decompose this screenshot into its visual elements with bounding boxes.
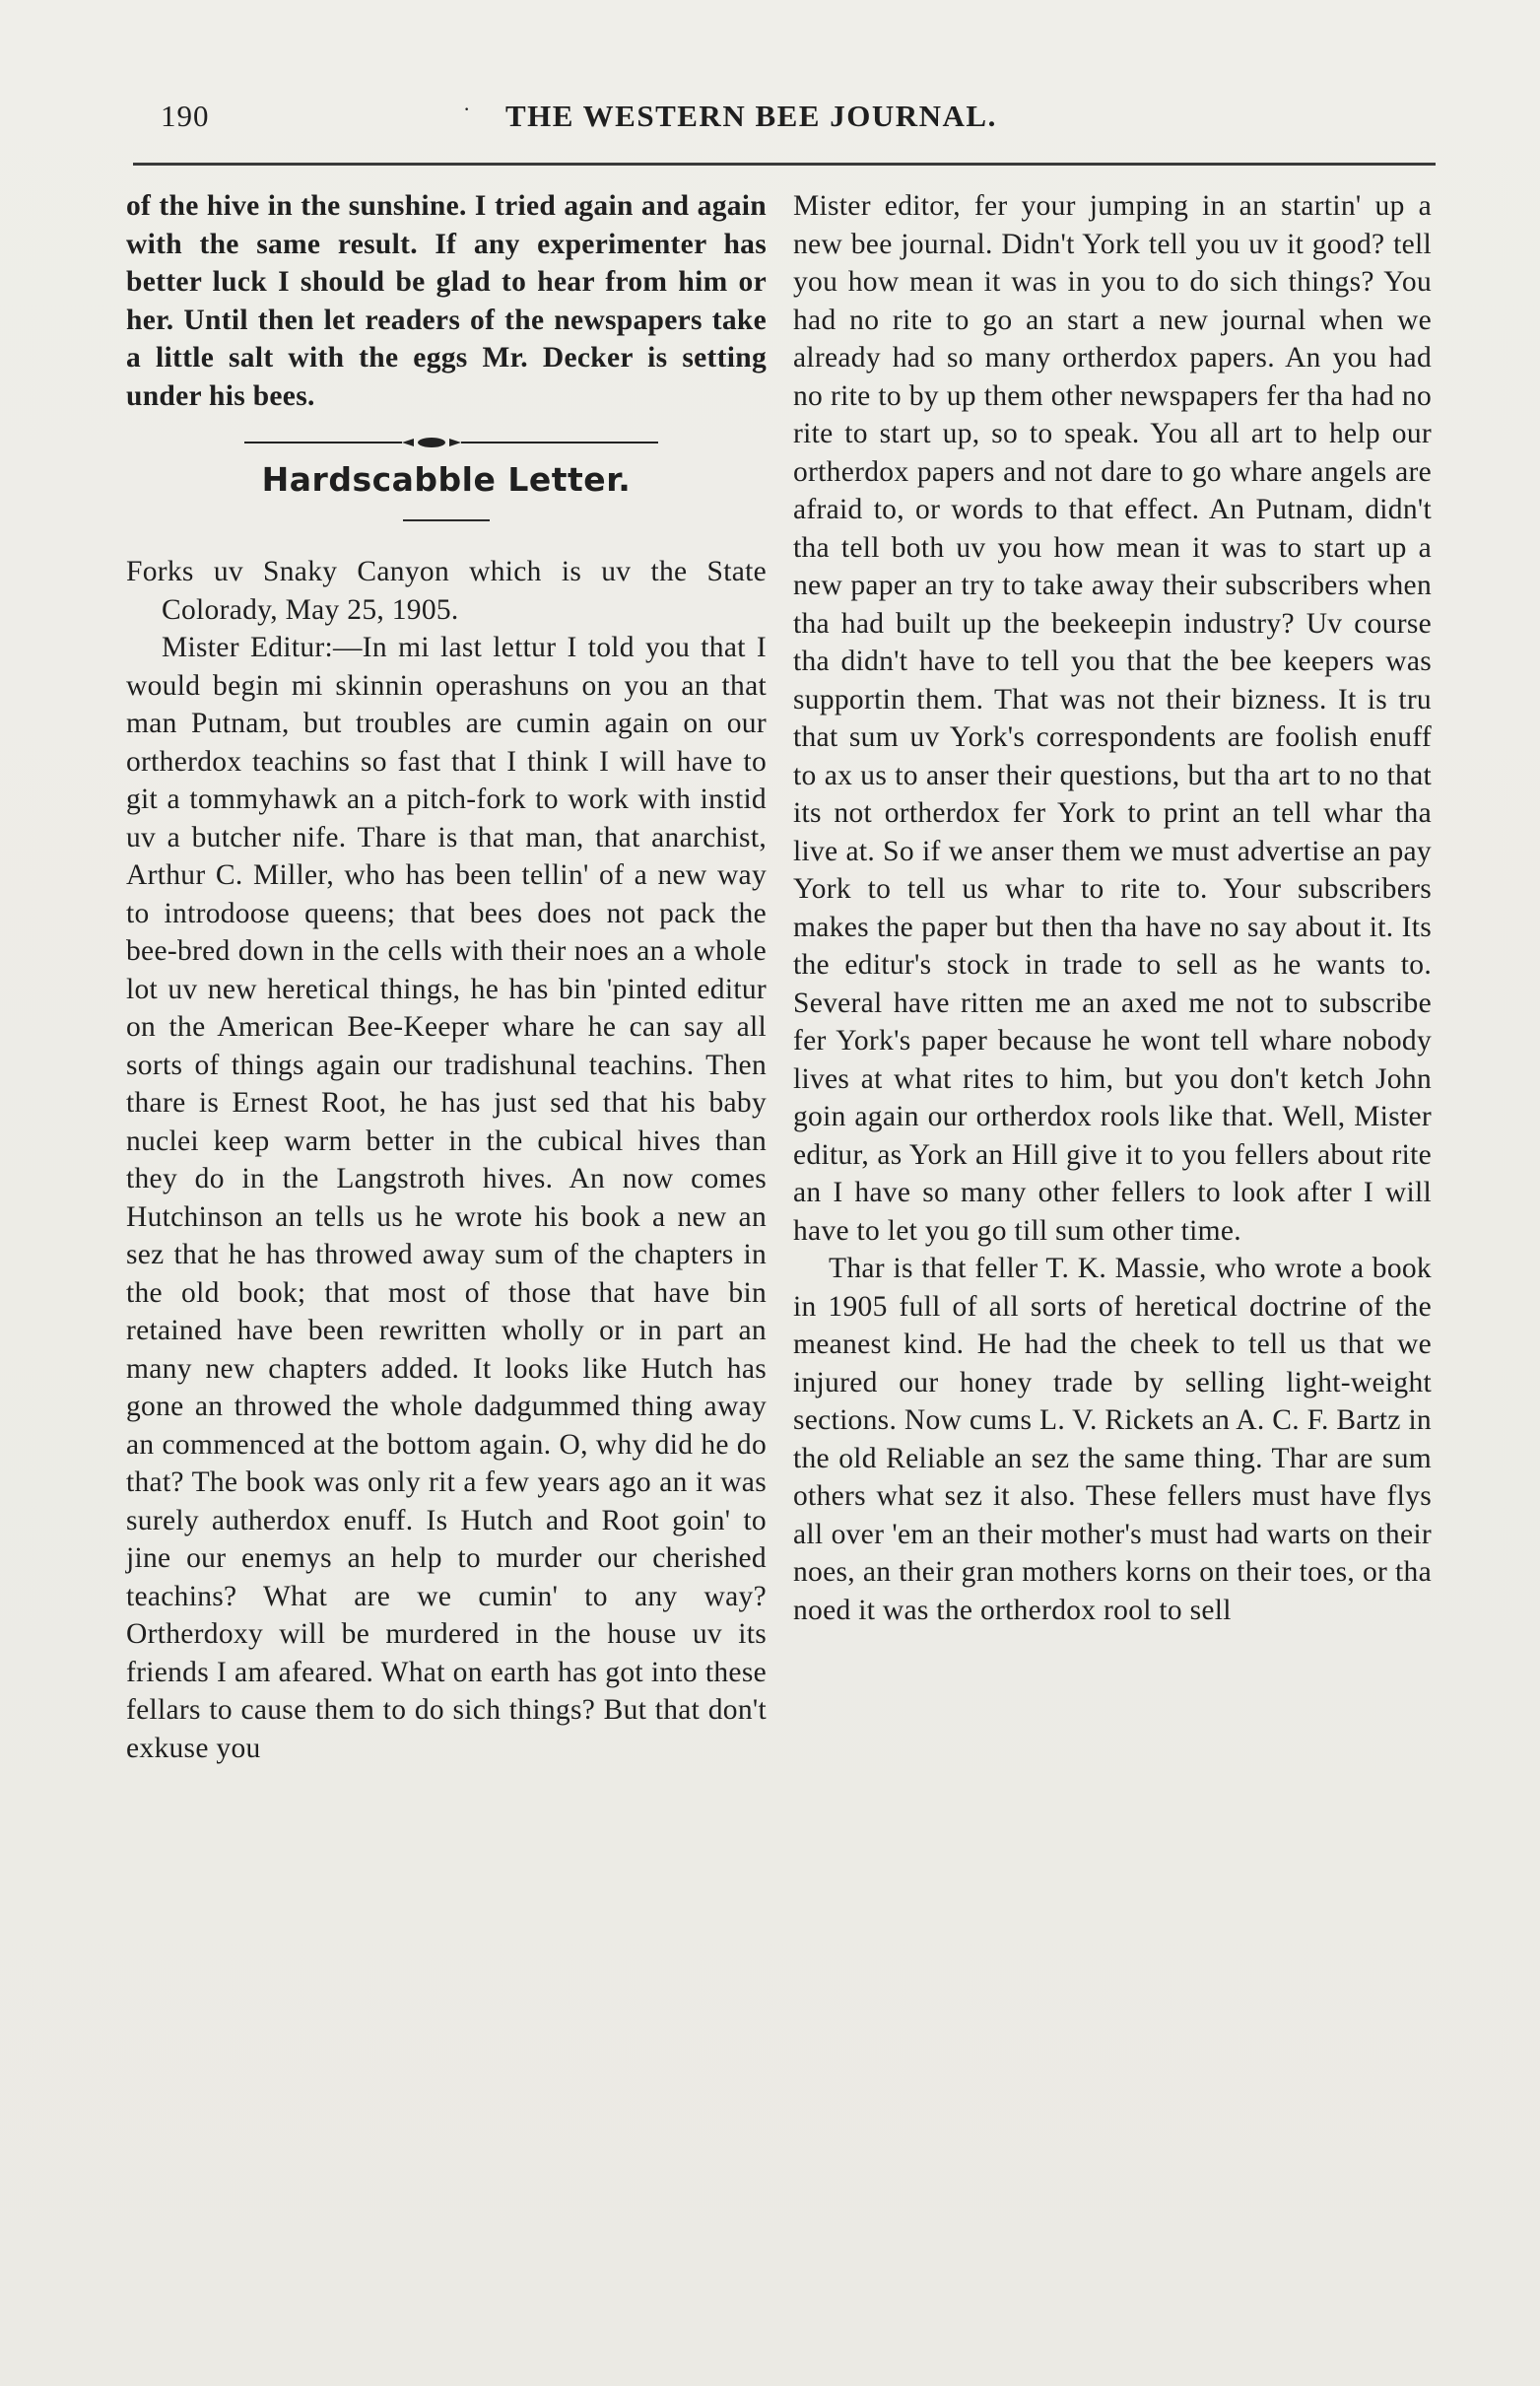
page-number: 190 [161,99,210,133]
journal-title: THE WESTERN BEE JOURNAL. [505,99,997,133]
left-column [126,187,767,1767]
section-divider [126,429,767,458]
header-rule [133,163,1436,166]
ornamental-rule-icon [244,433,658,452]
letter-body: Mister Editur:—In mi last lettur I told you that I would begin mi skinnin operashuns on you an that man Putnam, but troubles are cumin again on our ortherdox teachins so fast that I think I will have to git a tommyhawk an a pitch-fork to work with instid uv a butcher nife. Thare is that man, that anarchist, Arthur C. Miller, who has been tellin' of a new way to introdoose queens; that bees does not pack the bee-bred down in the cells with their noes an a whole lot uv new heretical things, he has bin 'pinted editur on the American Bee-Keeper whare he can say all sorts of things again our tradishunal teachins. Then thare is Ernest Root, he has just sed that his baby nuclei keep warm better in the cubical hives than they do in the Langstroth hives. An now comes Hutchinson an tells us he wrote his book a new an sez that he has throwed away sum of the chapters in the old book; that most of those that have bin retained have been rewritten wholly or in part an many new chapters added. It looks like Hutch has gone an throwed the whole dadgummed thing away an commenced at the bottom again. O, why did he do that? The book was only rit a few years ago an it was surely autherdox enuff. Is Hutch and Root goin' to jine our enemys an help to murder our cherished teachins? What are we cumin' to any way? Ortherdoxy will be murdered in the house uv its friends I am afeared. What on earth has got into these fellars to cause them to do sich things? But that don't exkuse you [126,632,767,1764]
header-separator: · [463,97,472,121]
right-paragraph-1: Mister editor, fer your jumping in an startin' up a new bee journal. Didn't York tell you uv it good? tell you how mean it was in you to do sich things? You had no rite to go an start a new journal when we already had so many ortherdox papers. An you had no rite to by up them other newspapers fer tha had no rite to start up, so to speak. You all art to help our ortherdox papers and not dare to go whare angels are afraid to, or words to that effect. An Putnam, didn't tha tell both uv you how mean it was to start up a new paper an try to take away their subscribers when tha had built up the beekeepin industry? Uv course tha didn't have to tell you that the bee keepers was supportin them. That was not their bizness. It is tru that sum uv York's correspondents are foolish enuff to ax us to anser their questions, but tha art to no that its not ortherdox fer York to print an tell whar tha live at. So if we anser them we must advertise an pay York to tell us whar to rite to. Your subscribers makes the paper but then tha have no say about it. Its the editur's stock in trade to sell as he wants to. Several have ritten me an axed me not to subscribe fer York's paper because he wont tell whare nobody lives at what rites to him, but you don't ketch John goin again our ortherdox rools like that. Well, Mister editur, as York an Hill give it to you fellers about rite an I have so many other fellers to look after I will have to let you go till sum other time. [793,190,1432,1247]
article-title: Hardscabble Letter. [261,460,632,499]
page-header [133,95,1434,144]
title-rule [403,519,490,521]
intro-paragraph: of the hive in the sunshine. I tried again and again with the same result. If any experimenter has better luck I should be glad to hear from him or her. Until then let readers of the newspapers take a little salt with the eggs Mr. Decker is setting under his bees. [126,190,767,412]
right-column [793,187,1432,1629]
dateline: Forks uv Snaky Canyon which is uv the State Colorady, May 25, 1905. [126,556,767,626]
right-paragraph-2: Thar is that feller T. K. Massie, who wrote a book in 1905 full of all sorts of heretical doctrine of the meanest kind. He had the cheek to tell us that we injured our honey trade by selling light-weight sections. Now cums L. V. Rickets an A. C. F. Bartz in the old Reliable an sez the same thing. Thar are sum others what sez it also. These fellers must have flys all over 'em an their mother's must had warts on their noes, an their gran mothers korns on their toes, or tha noed it was the ortherdox rool to sell [793,1253,1432,1626]
